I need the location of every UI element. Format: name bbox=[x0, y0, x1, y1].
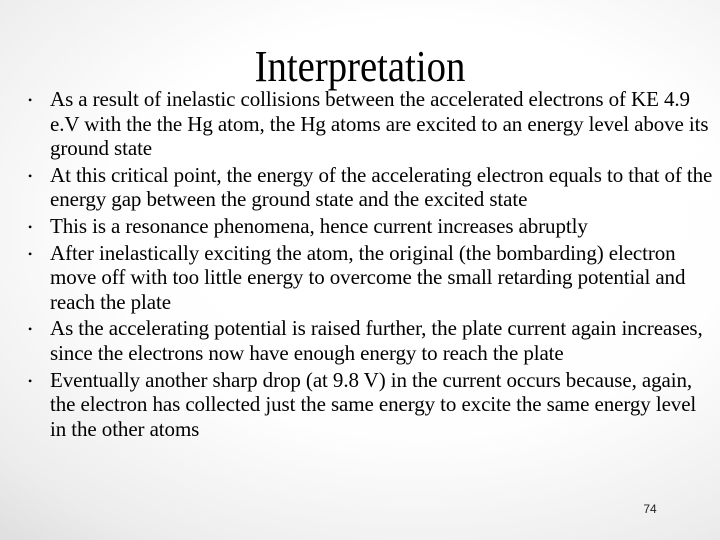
bullet-text: As a result of inelastic collisions between the accelerated electrons of KE 4.9 e.V with the the Hg atom, the Hg atoms are excited to an energy level above its ground state bbox=[50, 87, 709, 161]
page-number: 74 bbox=[643, 502, 657, 516]
bullet-text: Eventually another sharp drop (at 9.8 V) in the current occurs because, again, the electron has collected just the same energy to excite the same energy level in the other atoms bbox=[50, 367, 697, 441]
bullet-list bbox=[0, 87, 720, 443]
bullet-item bbox=[0, 87, 714, 161]
bullet-item bbox=[0, 214, 714, 239]
bullet-dot-icon: • bbox=[28, 168, 33, 183]
bullet-item bbox=[0, 368, 714, 442]
bullet-dot-icon: • bbox=[28, 373, 33, 388]
bullet-dot-icon: • bbox=[28, 322, 33, 337]
bullet-item bbox=[0, 316, 714, 365]
bullet-dot-icon: • bbox=[28, 93, 33, 107]
bullet-dot-icon: • bbox=[28, 219, 33, 234]
bullet-text: At this critical point, the energy of the accelerating electron equals to that of the energy gap between the ground state and the excited state bbox=[50, 162, 713, 212]
bullet-text: After inelastically exciting the atom, the original (the bombarding) electron move off with too little energy to overcome the small retarding potential and reach the plate bbox=[50, 240, 686, 314]
bullet-item bbox=[0, 241, 714, 315]
slide-title: Interpretation bbox=[254, 42, 466, 91]
bullet-item bbox=[0, 163, 714, 212]
bullet-text: This is a resonance phenomena, hence current increases abruptly bbox=[50, 213, 588, 238]
bullet-text: As the accelerating potential is raised further, the plate current again increases, since the electrons now have enough energy to reach the plate bbox=[50, 316, 703, 365]
bullet-dot-icon: • bbox=[28, 246, 33, 261]
